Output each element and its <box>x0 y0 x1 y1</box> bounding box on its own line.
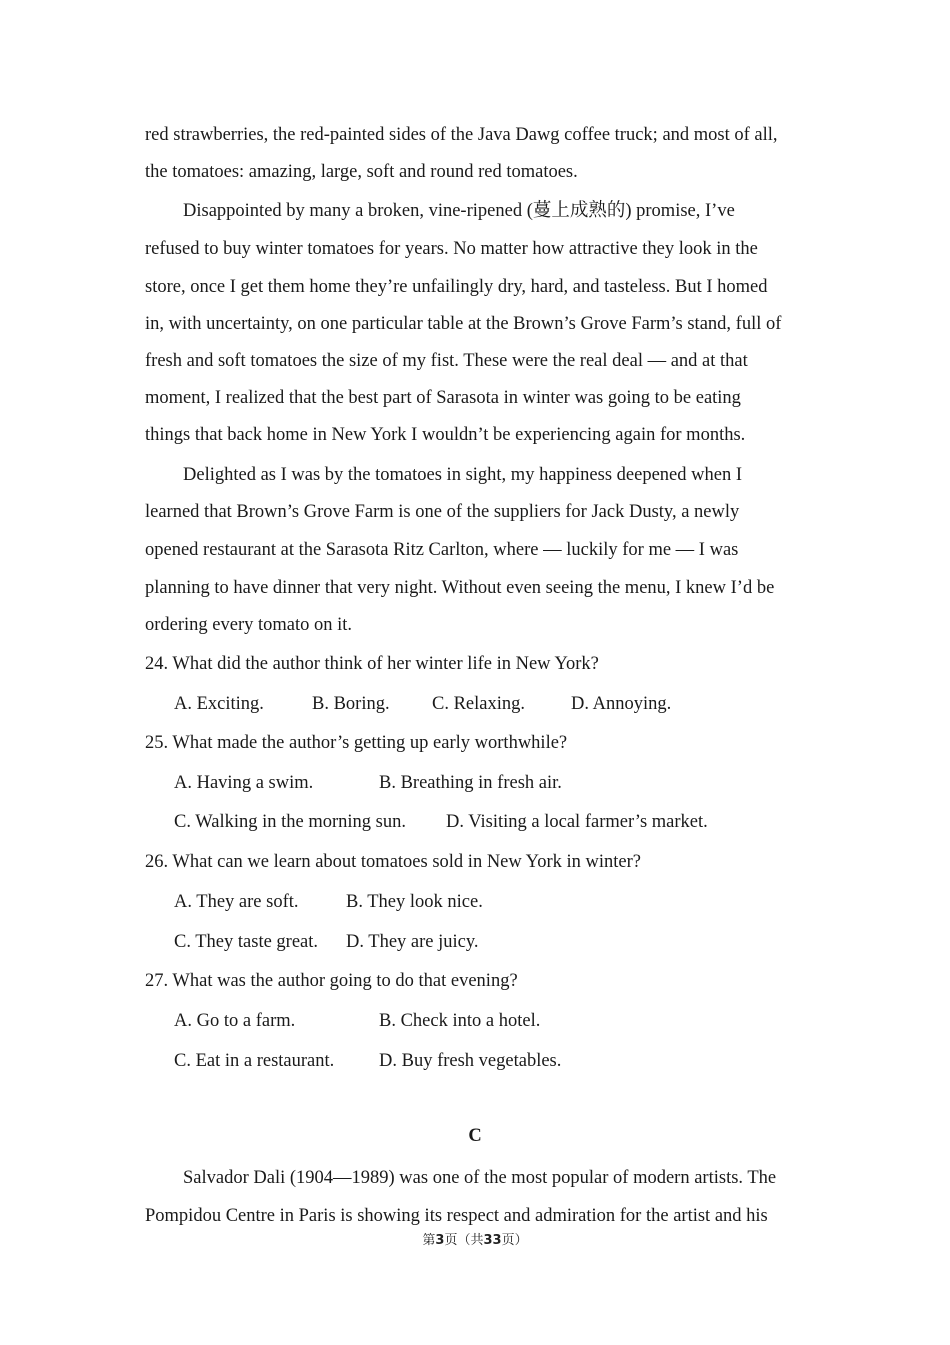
answer-option[interactable]: C. They taste great. <box>174 932 319 952</box>
answer-option[interactable]: B. Check into a hotel. <box>379 1011 541 1031</box>
passage-line: in, with uncertainty, on one particular table at the Brown’s Grove Farm’s stand, full of <box>145 314 782 334</box>
passage-line: ordering every tomato on it. <box>145 615 353 635</box>
question-stem: 26. What can we learn about tomatoes sold in New York in winter? <box>145 852 641 872</box>
passage-line: moment, I realized that the best part of Sarasota in winter was going to be eating <box>145 388 741 408</box>
passage-line: things that back home in New York I wouldn’t be experiencing again for months. <box>145 425 746 445</box>
page-footer <box>0 1229 950 1248</box>
passage-line: Salvador Dali (1904—1989) was one of the most popular of modern artists. The <box>183 1168 777 1188</box>
answer-option[interactable]: B. They look nice. <box>346 892 483 912</box>
passage-line: store, once I get them home they’re unfailingly dry, hard, and tasteless. But I homed <box>145 277 768 297</box>
passage-line: Disappointed by many a broken, vine-ripened (蔓上成熟的) promise, I’ve <box>183 201 735 221</box>
footer-total-pages: 33 <box>483 1233 502 1248</box>
passage-line: learned that Brown’s Grove Farm is one of the suppliers for Jack Dusty, a newly <box>145 502 740 522</box>
section-heading: C <box>468 1126 482 1146</box>
question-stem: 27. What was the author going to do that evening? <box>145 971 518 991</box>
answer-option[interactable]: C. Eat in a restaurant. <box>174 1051 335 1071</box>
passage-line: opened restaurant at the Sarasota Ritz Carlton, where — luckily for me — I was <box>145 540 739 560</box>
answer-option[interactable]: B. Breathing in fresh air. <box>379 773 562 793</box>
passage-line: Delighted as I was by the tomatoes in sight, my happiness deepened when I <box>183 465 742 485</box>
question-stem: 24. What did the author think of her winter life in New York? <box>145 654 599 674</box>
answer-option[interactable]: D. They are juicy. <box>346 932 479 952</box>
question-stem: 25. What made the author’s getting up early worthwhile? <box>145 733 568 753</box>
passage-line: refused to buy winter tomatoes for years. No matter how attractive they look in the <box>145 239 758 259</box>
passage-line: the tomatoes: amazing, large, soft and round red tomatoes. <box>145 162 578 182</box>
answer-option[interactable]: A. Exciting. <box>174 694 264 714</box>
answer-option[interactable]: D. Annoying. <box>571 694 672 714</box>
answer-option[interactable]: C. Relaxing. <box>432 694 526 714</box>
answer-option[interactable]: A. Having a swim. <box>174 773 314 793</box>
footer-middle: 页（共 <box>444 1233 484 1248</box>
answer-option[interactable]: A. They are soft. <box>174 892 299 912</box>
footer-prefix: 第 <box>422 1233 436 1248</box>
footer-suffix: 页） <box>501 1233 528 1248</box>
footer-page-number: 3 <box>435 1233 445 1248</box>
passage-line: fresh and soft tomatoes the size of my fist. These were the real deal — and at that <box>145 351 748 371</box>
answer-option[interactable]: D. Buy fresh vegetables. <box>379 1051 562 1071</box>
answer-option[interactable]: D. Visiting a local farmer’s market. <box>446 812 708 832</box>
answer-option[interactable]: B. Boring. <box>312 694 390 714</box>
answer-option[interactable]: C. Walking in the morning sun. <box>174 812 406 832</box>
answer-option[interactable]: A. Go to a farm. <box>174 1011 296 1031</box>
passage-line: planning to have dinner that very night. Without even seeing the menu, I knew I’d be <box>145 578 775 598</box>
passage-line: Pompidou Centre in Paris is showing its respect and admiration for the artist and his <box>145 1206 768 1226</box>
passage-line: red strawberries, the red-painted sides of the Java Dawg coffee truck; and most of all, <box>145 125 778 145</box>
